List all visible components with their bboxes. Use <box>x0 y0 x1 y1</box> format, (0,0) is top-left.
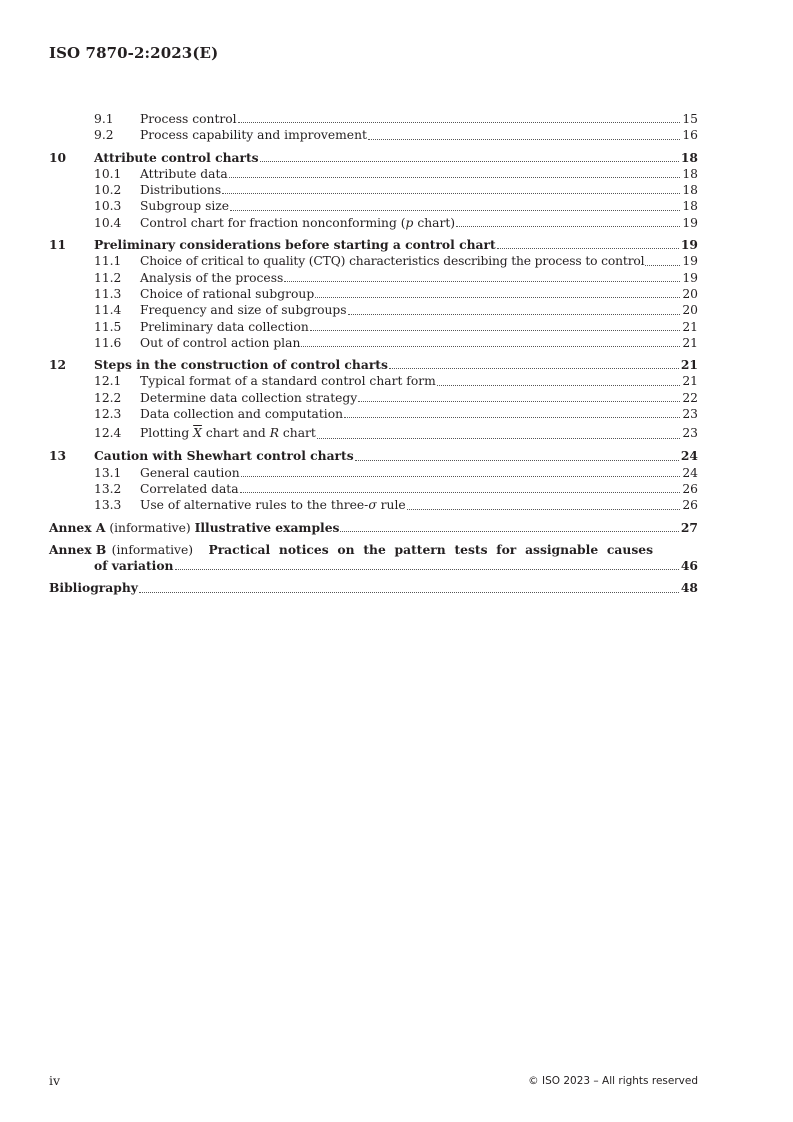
toc-number: 12.4 <box>94 426 122 441</box>
toc-title: Frequency and size of subgroups <box>140 303 347 318</box>
toc-page: 22 <box>682 390 698 405</box>
toc-page: 15 <box>682 112 698 126</box>
toc-number: 12.1 <box>94 374 122 389</box>
annex-label: Annex B <box>49 541 107 557</box>
toc-title: Choice of critical to quality (CTQ) characteristics describing the process to control <box>140 254 645 269</box>
toc-page: 19 <box>680 237 698 253</box>
page-number: iv <box>49 1073 61 1088</box>
toc-entry-10-4[interactable] <box>49 215 698 231</box>
toc-page: 18 <box>682 199 698 214</box>
toc-entry-12-4[interactable] <box>49 422 698 442</box>
toc-number: 13.1 <box>94 465 122 480</box>
toc-page: 21 <box>682 319 698 334</box>
toc-title: Control chart for fraction nonconforming (p chart) <box>140 215 456 230</box>
toc-number: 10 <box>49 149 67 165</box>
annex-label: Annex A <box>49 519 106 535</box>
toc-entry-13[interactable] <box>49 448 698 464</box>
toc-entry-annex-b[interactable] <box>49 542 698 575</box>
toc-number: 11.2 <box>94 270 122 285</box>
toc-entry-13-3[interactable] <box>49 497 698 513</box>
toc-title: Process capability and improvement <box>140 128 367 143</box>
toc-title: Attribute data <box>140 166 228 181</box>
toc-entry-10[interactable] <box>49 150 698 166</box>
toc-page: 24 <box>680 448 698 464</box>
toc-title: Practical notices on the pattern tests for assignable causes <box>208 541 653 557</box>
toc-page: 18 <box>682 166 698 181</box>
toc-entry-11-5[interactable] <box>49 319 698 335</box>
toc-page: 19 <box>682 254 698 269</box>
toc-title: Bibliography <box>49 580 138 596</box>
toc-title: Process control <box>140 112 237 126</box>
toc-entry-13-2[interactable] <box>49 481 698 497</box>
toc-number: 9.1 <box>94 112 114 126</box>
toc-number: 11 <box>49 237 67 253</box>
toc-page: 26 <box>682 481 698 496</box>
annex-type: (informative) <box>109 520 191 535</box>
toc-entry-9-1[interactable] <box>49 111 698 127</box>
toc-entry-11-2[interactable] <box>49 270 698 286</box>
toc-entry-12-2[interactable] <box>49 390 698 406</box>
toc-entry-11-4[interactable] <box>49 302 698 318</box>
toc-number: 12.2 <box>94 390 122 405</box>
toc-entry-11-3[interactable] <box>49 286 698 302</box>
toc-page: 19 <box>682 215 698 230</box>
toc-page: 16 <box>682 128 698 143</box>
toc-number: 10.1 <box>94 166 122 181</box>
toc-title: Out of control action plan <box>140 335 301 350</box>
toc-number: 10.3 <box>94 199 122 214</box>
toc-page: 27 <box>680 519 698 535</box>
toc-number: 10.2 <box>94 183 122 198</box>
annex-type: (informative) <box>111 542 194 557</box>
toc-title: Choice of rational subgroup <box>140 286 315 301</box>
toc-number: 12.3 <box>94 407 122 422</box>
toc-entry-13-1[interactable] <box>49 465 698 481</box>
document-id: ISO 7870-2:2023(E) <box>49 44 219 62</box>
toc-page: 23 <box>682 407 698 422</box>
toc-title: Attribute control charts <box>94 149 259 165</box>
toc-page: 21 <box>680 357 698 373</box>
toc-entry-11-1[interactable] <box>49 253 698 269</box>
toc-title: Illustrative examples <box>194 519 340 535</box>
toc-page: 23 <box>682 426 698 441</box>
toc-entry-10-2[interactable] <box>49 182 698 198</box>
toc-number: 11.3 <box>94 286 122 301</box>
toc-title: Correlated data <box>140 481 239 496</box>
toc-title: Plotting $\overline{X}$ chart and R chart <box>140 426 316 441</box>
toc-page: 24 <box>682 465 698 480</box>
toc-title: General caution <box>140 465 240 480</box>
toc-entry-12-3[interactable] <box>49 406 698 422</box>
toc-number: 11.6 <box>94 335 122 350</box>
toc-entry-12[interactable] <box>49 357 698 373</box>
toc-entry-9-2[interactable] <box>49 127 698 143</box>
toc-title: Data collection and computation <box>140 407 344 422</box>
toc-page: 21 <box>682 374 698 389</box>
toc-number: 13.2 <box>94 481 122 496</box>
toc-title: Preliminary data collection <box>140 319 309 334</box>
copyright-notice: © ISO 2023 – All rights reserved <box>528 1075 698 1087</box>
toc-page: 20 <box>682 286 698 301</box>
toc-page: 26 <box>682 498 698 513</box>
toc-page: 46 <box>680 558 698 574</box>
toc-page: 20 <box>682 303 698 318</box>
toc-number: 12 <box>49 357 67 373</box>
toc-page: 48 <box>680 580 698 596</box>
toc-entry-11[interactable] <box>49 237 698 253</box>
toc-title: Determine data collection strategy <box>140 390 358 405</box>
toc-entry-11-6[interactable] <box>49 335 698 351</box>
toc-entry-annex-a[interactable] <box>49 520 698 536</box>
toc-title: Use of alternative rules to the three-σ rule <box>140 498 406 513</box>
toc-entry-10-1[interactable] <box>49 166 698 182</box>
toc-number: 9.2 <box>94 128 114 143</box>
toc-number: 11.5 <box>94 319 122 334</box>
toc-title: Caution with Shewhart control charts <box>94 448 354 464</box>
toc-page: 21 <box>682 335 698 350</box>
toc-number: 13.3 <box>94 498 122 513</box>
toc-page: 18 <box>680 149 698 165</box>
toc-title: Distributions <box>140 183 222 198</box>
toc-entry-12-1[interactable] <box>49 373 698 389</box>
toc-page: 18 <box>682 183 698 198</box>
toc-number: 10.4 <box>94 215 122 230</box>
toc-title: Preliminary considerations before starting a control chart <box>94 237 496 253</box>
toc-entry-10-3[interactable] <box>49 198 698 214</box>
toc-title: Typical format of a standard control chart form <box>140 374 436 389</box>
toc-number: 11.1 <box>94 254 122 269</box>
toc-title-cont: of variation <box>94 558 174 574</box>
toc-title: Analysis of the process <box>140 270 284 285</box>
toc-page: 19 <box>682 270 698 285</box>
toc-entry-bibliography[interactable] <box>49 580 698 596</box>
table-of-contents <box>49 111 698 597</box>
toc-number: 11.4 <box>94 303 122 318</box>
toc-title: Steps in the construction of control charts <box>94 357 388 373</box>
toc-title: Subgroup size <box>140 199 230 214</box>
toc-number: 13 <box>49 448 67 464</box>
